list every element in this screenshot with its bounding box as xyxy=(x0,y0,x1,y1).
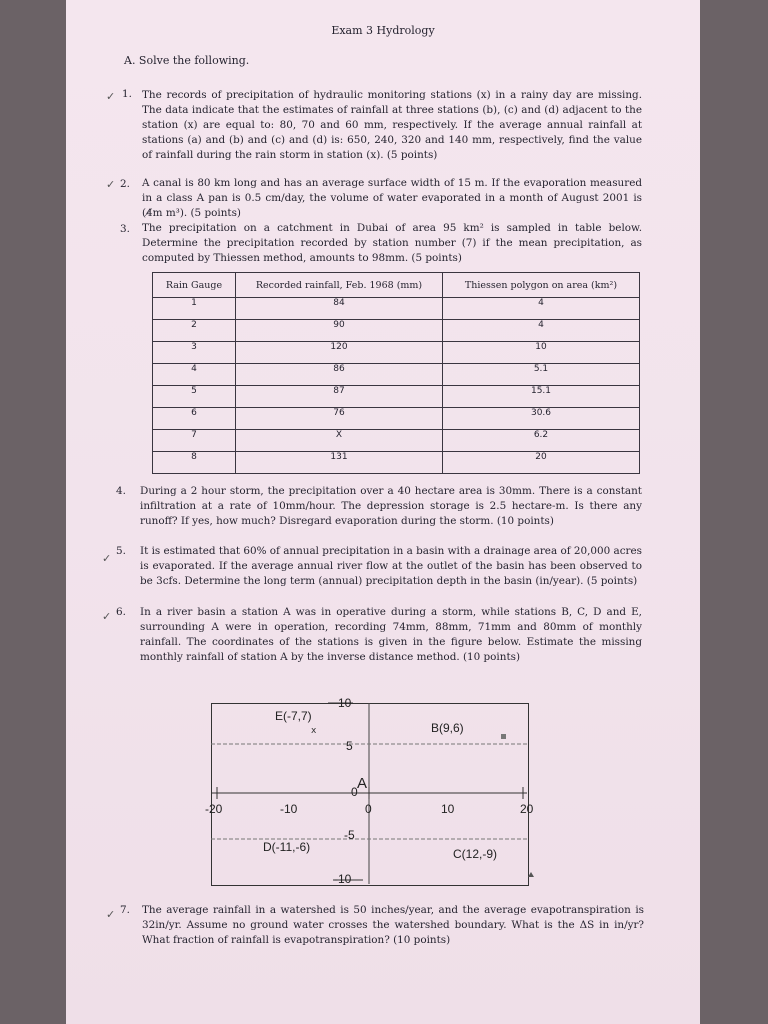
x-tick-label: -20 xyxy=(205,802,223,816)
table-row xyxy=(153,452,640,474)
y-tick-label: 0 xyxy=(351,785,358,799)
question-5-number: 5. xyxy=(116,545,126,557)
x-tick-label: 0 xyxy=(365,802,372,816)
cell-area: 20 xyxy=(443,452,640,474)
station-e-label: E(-7,7) xyxy=(275,709,312,723)
cell-area: 10 xyxy=(443,342,640,364)
cell-rainfall: X xyxy=(236,430,443,452)
cell-rainfall: 86 xyxy=(236,364,443,386)
cell-area: 4 xyxy=(443,298,640,320)
cell-area: 30.6 xyxy=(443,408,640,430)
question-5-text: It is estimated that 60% of annual precipitation in a basin with a drainage area of 20,000 acres is evaporated. If the average annual river flow at the outlet of the basin has been observed to be 3cfs. Determine the long term (annual) precipitation depth in the basin (in/year). (5 points) xyxy=(140,545,642,587)
cell-gauge: 3 xyxy=(153,342,236,364)
cell-rainfall: 84 xyxy=(236,298,443,320)
cell-area: 4 xyxy=(443,320,640,342)
cell-area: 5.1 xyxy=(443,364,640,386)
question-3-number: 3. xyxy=(120,223,130,235)
question-7-number: 7. xyxy=(120,904,130,916)
table-row xyxy=(153,342,640,364)
col-header-rainfall: Recorded rainfall, Feb. 1968 (mm) xyxy=(236,273,443,298)
y-tick-label: -10 xyxy=(334,872,352,886)
question-4-text: During a 2 hour storm, the precipitation over a 40 hectare area is 30mm. There is a constant infiltration at a rate of 10mm/hour. The depression storage is 2.5 hectare-m. Is there any runoff? If yes, how much? Disregard evaporation during the storm. (10 points) xyxy=(140,485,642,527)
cell-rainfall: 76 xyxy=(236,408,443,430)
station-coordinate-figure xyxy=(203,696,535,888)
table-row xyxy=(153,408,640,430)
exam-sheet xyxy=(66,0,700,1024)
station-b-label: B(9,6) xyxy=(431,721,464,735)
table-header-row xyxy=(153,273,640,298)
cell-rainfall: 131 xyxy=(236,452,443,474)
station-c-marker-icon xyxy=(528,872,534,877)
station-e-marker-icon: x xyxy=(311,726,317,736)
cell-gauge: 5 xyxy=(153,386,236,408)
x-tick-label: 10 xyxy=(441,802,455,816)
table-row xyxy=(153,298,640,320)
cell-rainfall: 120 xyxy=(236,342,443,364)
question-2-text: A canal is 80 km long and has an average surface width of 15 m. If the evaporation measured in a class A pan is 0.5 cm/day, the volume of water evaporated in a month of August 2001 is (4̸m m³). (5 points) xyxy=(142,177,642,219)
x-tick-label: 20 xyxy=(520,802,534,816)
question-6-number: 6. xyxy=(116,606,126,618)
cell-gauge: 2 xyxy=(153,320,236,342)
y-tick-label: 5 xyxy=(346,739,353,753)
table-row xyxy=(153,386,640,408)
station-c-label: C(12,-9) xyxy=(453,847,498,861)
station-a-label: A xyxy=(357,775,368,792)
table-row xyxy=(153,320,640,342)
station-b-marker-icon xyxy=(501,734,506,739)
question-1-number: 1. xyxy=(122,88,132,100)
question-7-text: The average rainfall in a watershed is 50 inches/year, and the average evapotranspiration is 32in/yr. Assume no ground water crosses the watershed boundary. What is the ΔS in in/yr? What fraction of rainfall is evapotranspiration? (10 points) xyxy=(142,904,644,946)
x-tick-label: -10 xyxy=(280,802,298,816)
section-heading: A. Solve the following. xyxy=(124,54,250,67)
col-header-area: Thiessen polygon on area (km²) xyxy=(443,273,640,298)
check-mark-icon: ✓ xyxy=(106,178,116,191)
check-mark-icon: ✓ xyxy=(102,552,112,565)
question-4-number: 4. xyxy=(116,485,126,497)
y-tick-label: 10 xyxy=(338,696,352,710)
cell-gauge: 4 xyxy=(153,364,236,386)
check-mark-icon: ✓ xyxy=(106,908,116,921)
cell-gauge: 8 xyxy=(153,452,236,474)
rainfall-table xyxy=(152,272,640,474)
table-row xyxy=(153,364,640,386)
question-3-text: The precipitation on a catchment in Dubai of area 95 km² is sampled in table below. Determine the precipitation recorded by station number (7) if the mean precipitation, as computed by Thiessen method, amounts to 98mm. (5 points) xyxy=(142,222,642,264)
cell-area: 15.1 xyxy=(443,386,640,408)
cell-gauge: 7 xyxy=(153,430,236,452)
check-mark-icon: ✓ xyxy=(106,90,116,103)
question-1-text: The records of precipitation of hydraulic monitoring stations (x) in a rainy day are missing. The data indicate that the estimates of rainfall at three stations (b), (c) and (d) adjacent to the station (x) are equal to: 80, 70 and 60 mm, respectively. If the average annual rainfall at stations (a) and (b) and (c) and (d) is: 650, 240, 320 and 140 mm, respectively, find the value of rainfall during the rain storm in station (x). (5 points) xyxy=(142,89,642,161)
cell-area: 6.2 xyxy=(443,430,640,452)
check-mark-icon: ✓ xyxy=(102,610,112,623)
station-d-label: D(-11,-6) xyxy=(263,840,311,854)
page-title: Exam 3 Hydrology xyxy=(331,24,435,37)
cell-rainfall: 87 xyxy=(236,386,443,408)
question-2-number: 2. xyxy=(120,178,130,190)
table-row xyxy=(153,430,640,452)
cell-gauge: 1 xyxy=(153,298,236,320)
cell-rainfall: 90 xyxy=(236,320,443,342)
question-6-text: In a river basin a station A was in operative during a storm, while stations B, C, D and E, surrounding A were in operation, recording 74mm, 88mm, 71mm and 80mm of monthly rainfall. The coordinates of the stations is given in the figure below. Estimate the missing monthly rainfall of station A by the inverse distance method. (10 points) xyxy=(140,606,642,663)
col-header-gauge: Rain Gauge xyxy=(153,273,236,298)
y-tick-label: -5 xyxy=(344,828,355,842)
cell-gauge: 6 xyxy=(153,408,236,430)
